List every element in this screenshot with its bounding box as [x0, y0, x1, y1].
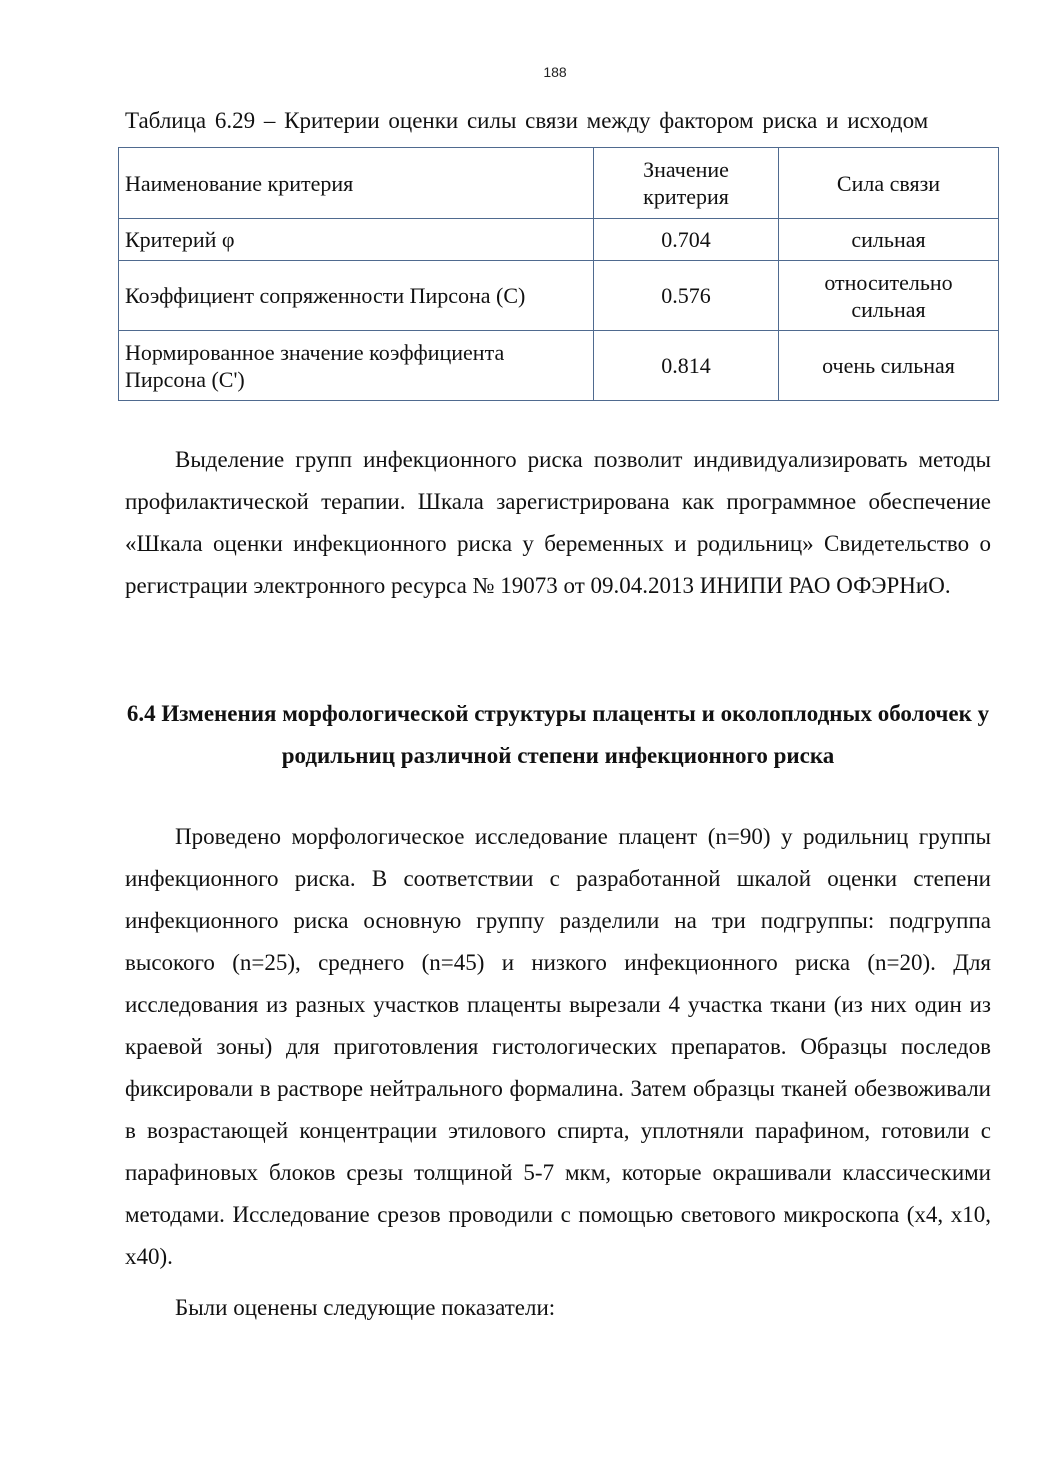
table-header-cell: Наименование критерия — [119, 148, 594, 219]
criterion-value-cell: 0.814 — [594, 331, 779, 401]
page-number: 188 — [543, 64, 567, 80]
criteria-table — [118, 147, 999, 401]
section-heading: 6.4 Изменения морфологической структуры плаценты и околоплодных оболочек у родильниц различной степени инфекционного риска — [126, 701, 990, 768]
criterion-strength-cell: относительно сильная — [779, 261, 999, 331]
table-header-cell: Сила связи — [779, 148, 999, 219]
criterion-strength-cell: очень сильная — [779, 331, 999, 401]
body-paragraph: Были оценены следующие показатели: — [175, 1295, 556, 1320]
body-paragraph: Проведено морфологическое исследование плацент (n=90) у родильниц группы инфекционного риска. В соответствии с разработанной шкалой оценки степени инфекционного риска основную группу разделили на три подгруппы: подгруппа высокого (n=25), среднего (n=45) и низкого инфекционного риска (n=20). Для исследования из разных участков плаценты вырезали 4 участка ткани (из них один из краевой зоны) для приготовления гистологических препаратов. Образцы последов фиксировали в растворе нейтрального формалина. Затем образцы тканей обезвоживали в возрастающей концентрации этилового спирта, уплотняли парафином, готовили с парафиновых блоков срезы толщиной 5-7 мкм, которые окрашивали классическими методами. Исследование срезов проводили с помощью светового микроскопа (x4, x10, x40). — [125, 824, 991, 1269]
table-row — [119, 331, 999, 401]
criterion-name-cell: Критерий φ — [119, 219, 594, 261]
table-caption: Таблица 6.29 – Критерии оценки силы связи между фактором риска и исходом — [125, 108, 929, 133]
criterion-value-cell: 0.704 — [594, 219, 779, 261]
body-paragraph: Выделение групп инфекционного риска позволит индивидуализировать методы профилактической терапии. Шкала зарегистрирована как программное обеспечение «Шкала оценки инфекционного риска у беременных и родильниц» Свидетельство о регистрации электронного ресурса № 19073 от 09.04.2013 ИНИПИ РАО ОФЭРНиО. — [125, 447, 991, 598]
table-header-row — [119, 148, 999, 219]
table-row — [119, 261, 999, 331]
criterion-name-cell: Нормированное значение коэффициента Пирсона (C') — [119, 331, 594, 401]
table-row — [119, 219, 999, 261]
criterion-value-cell: 0.576 — [594, 261, 779, 331]
criterion-name-cell: Коэффициент сопряженности Пирсона (C) — [119, 261, 594, 331]
table-header-cell: Значение критерия — [594, 148, 779, 219]
criterion-strength-cell: сильная — [779, 219, 999, 261]
